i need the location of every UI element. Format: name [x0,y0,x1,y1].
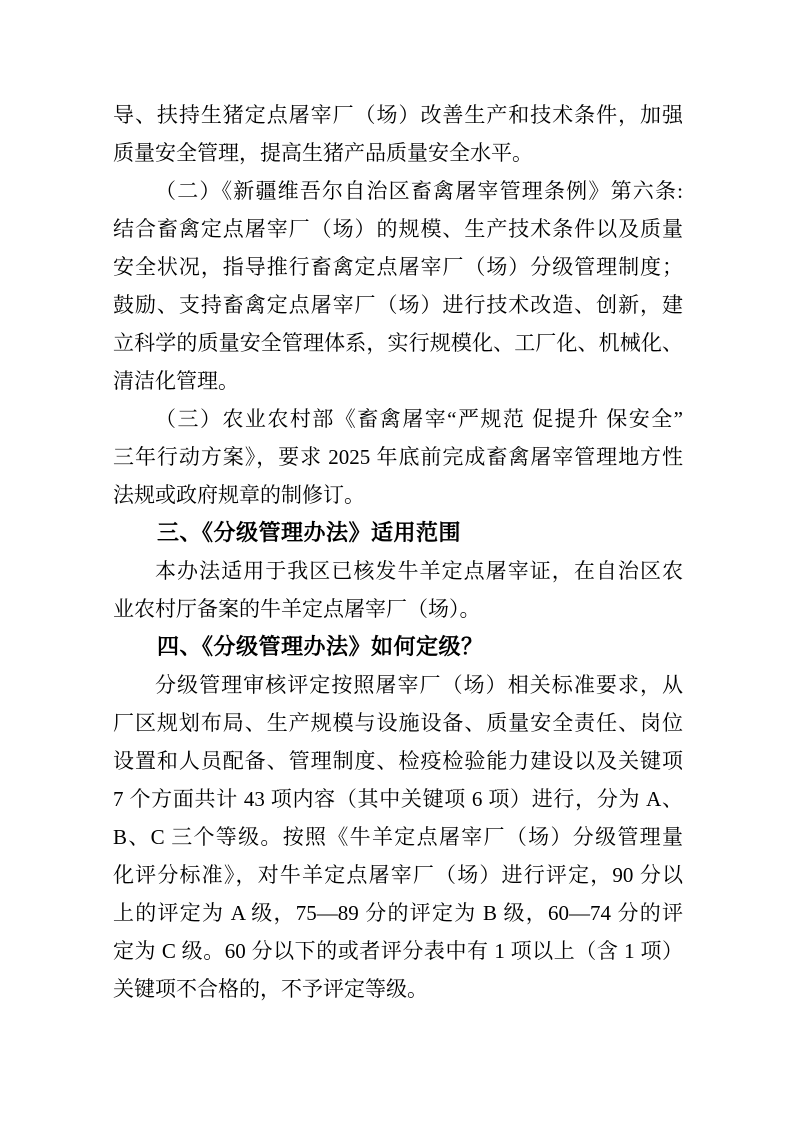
text-line: 立科学的质量安全管理体系，实行规模化、工厂化、机械化、 [113,331,683,355]
text-line: 法规或政府规章的制修订。 [113,483,365,507]
section-heading: 四、《分级管理办法》如何定级？ [157,634,484,659]
text-line: 结合畜禽定点屠宰厂（场）的规模、生产技术条件以及质量 [113,217,683,241]
text-line: 厂区规划布局、生产规模与设施设备、质量安全责任、岗位 [113,711,683,735]
text-line: 分级管理审核评定按照屠宰厂（场）相关标准要求，从 [155,673,683,697]
text-line: 鼓励、支持畜禽定点屠宰厂（场）进行技术改造、创新，建 [113,293,683,317]
text-line: B、C 三个等级。按照《牛羊定点屠宰厂（场）分级管理量 [113,825,683,849]
text-line: 定为 C 级。60 分以下的或者评分表中有 1 项以上（含 1 项） [113,939,683,963]
text-line: 导、扶持生猪定点屠宰厂（场）改善生产和技术条件，加强 [113,103,683,127]
text-line: （二）《新疆维吾尔自治区畜禽屠宰管理条例》第六条: [155,179,683,203]
text-line: 7 个方面共计 43 项内容（其中关键项 6 项）进行，分为 A、 [113,787,683,811]
text-line: （三）农业农村部《畜禽屠宰“严规范 促提升 保安全” [155,407,683,431]
section-heading: 三、《分级管理办法》适用范围 [157,520,462,545]
text-line: 清洁化管理。 [113,369,239,393]
text-line: 化评分标准》，对牛羊定点屠宰厂（场）进行评定，90 分以 [113,863,683,887]
text-line: 本办法适用于我区已核发牛羊定点屠宰证，在自治区农 [155,559,683,583]
text-line: 质量安全管理，提高生猪产品质量安全水平。 [113,141,533,165]
text-line: 设置和人员配备、管理制度、检疫检验能力建设以及关键项 [113,749,683,773]
text-line: 上的评定为 A 级，75—89 分的评定为 B 级，60—74 分的评 [113,901,683,925]
text-line: 三年行动方案》，要求 2025 年底前完成畜禽屠宰管理地方性 [113,445,683,469]
text-line: 业农村厅备案的牛羊定点屠宰厂（场）。 [113,597,481,621]
text-line: 安全状况，指导推行畜禽定点屠宰厂（场）分级管理制度； [113,255,683,279]
text-line: 关键项不合格的，不予评定等级。 [113,977,428,1001]
document-text-block [113,96,683,1008]
